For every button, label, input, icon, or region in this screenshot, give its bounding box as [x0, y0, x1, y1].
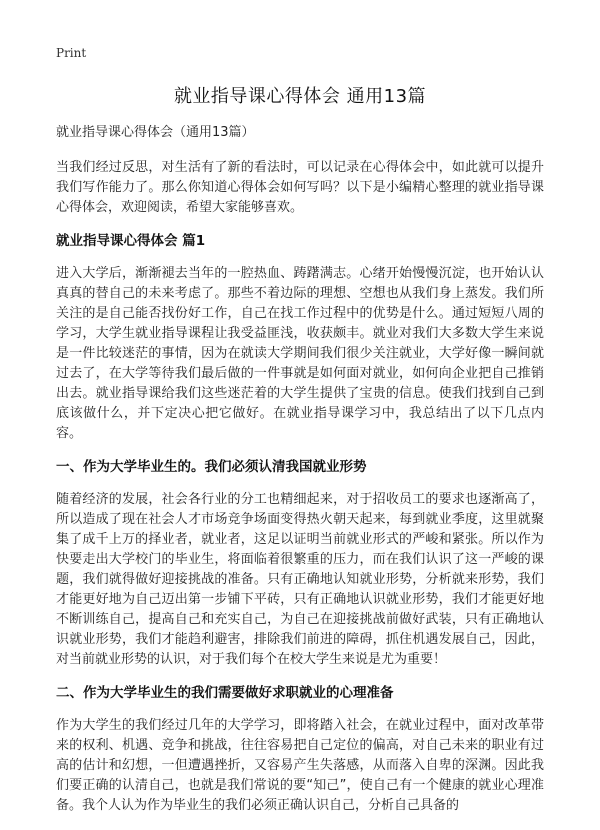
document-subtitle: 就业指导课心得体会（通用13篇） [56, 125, 255, 140]
document-body [56, 124, 544, 830]
print-link[interactable]: Print [56, 46, 87, 60]
paragraph: 进入大学后，渐渐褪去当年的一腔热血、踌躇满志。心绪开始慢慢沉淀，也开始认认真真的替自己的未来考虑了。那些不着边际的理想、空想也从我们身上蒸发。我们所关注的是自己能否找份好工作，自己在找工作过程中的优势是什么。通过短短八周的学习，大学生就业指导课程让我受益匪浅，收获颇丰。就业对我们大多数大学生来说是一件比较迷茫的事情，因为在就读大学期间我们很少关注就业，大学好像一瞬间就过去了，在大学等待我们最后做的一件事就是如何面对就业，如何向企业把自己推销出去。就业指导课给我们这些迷茫着的大学生提供了宝贵的信息。使我们找到自己到底该做什么，并下定决心把它做好。在就业指导课学习中，我总结出了以下几点内容。 [56, 266, 544, 441]
section-title: 就业指导课心得体会 篇1 [56, 233, 206, 249]
section-heading: 二、作为大学毕业生的我们需要做好求职就业的心理准备 [56, 685, 394, 701]
intro-paragraph: 当我们经过反思，对生活有了新的看法时，可以记录在心得体会中，如此就可以提升我们写作能力了。那么你知道心得体会如何写吗？以下是小编精心整理的就业指导课心得体会，欢迎阅读，希望大家能够喜欢。 [56, 160, 544, 215]
document-title: 就业指导课心得体会 通用13篇 [173, 86, 427, 107]
section-heading: 一、作为大学毕业生的。我们必须认清我国就业形势 [56, 459, 367, 475]
paragraph: 随着经济的发展，社会各行业的分工也精细起来，对于招收员工的要求也逐渐高了，所以造成了现在社会人才市场竞争场面变得热火朝天起来，每到就业季度，这里就聚集了成千上万的择业者，就业者，这足以证明当前就业形式的严峻和紧张。所以作为快要走出大学校门的毕业生，将面临着很繁重的压力，而在我们认识了这一严峻的课题，我们就得做好迎接挑战的准备。只有正确地认知就业形势，分析就来形势，我们才能更好地为自己迈出第一步铺下平砖，只有正确地认识就业形势，我们才能更好地不断训练自己，提高自己和充实自己，为自己在迎接挑战前做好武装，只有正确地认识就业形势，我们才能趋利避害，排除我们前进的障碍，抓住机遇发展自己，因此，对当前就业形势的认识，对于我们每个在校大学生来说是尤为重要！ [56, 492, 544, 667]
paragraph: 作为大学生的我们经过几年的大学学习，即将踏入社会，在就业过程中，面对改革带来的权利、机遇、竞争和挑战，往往容易把自己定位的偏高，对自己未来的职业有过高的估计和幻想，一但遭遇挫折，又容易产生失落感，从而落入自卑的深渊。因此我们要正确的认清自己，也就是我们常说的要“知己”，使自己有一个健康的就业心理准备。我个人认为作为毕业生的我们必须正确认识自己，分析自己具备的 [56, 718, 544, 813]
